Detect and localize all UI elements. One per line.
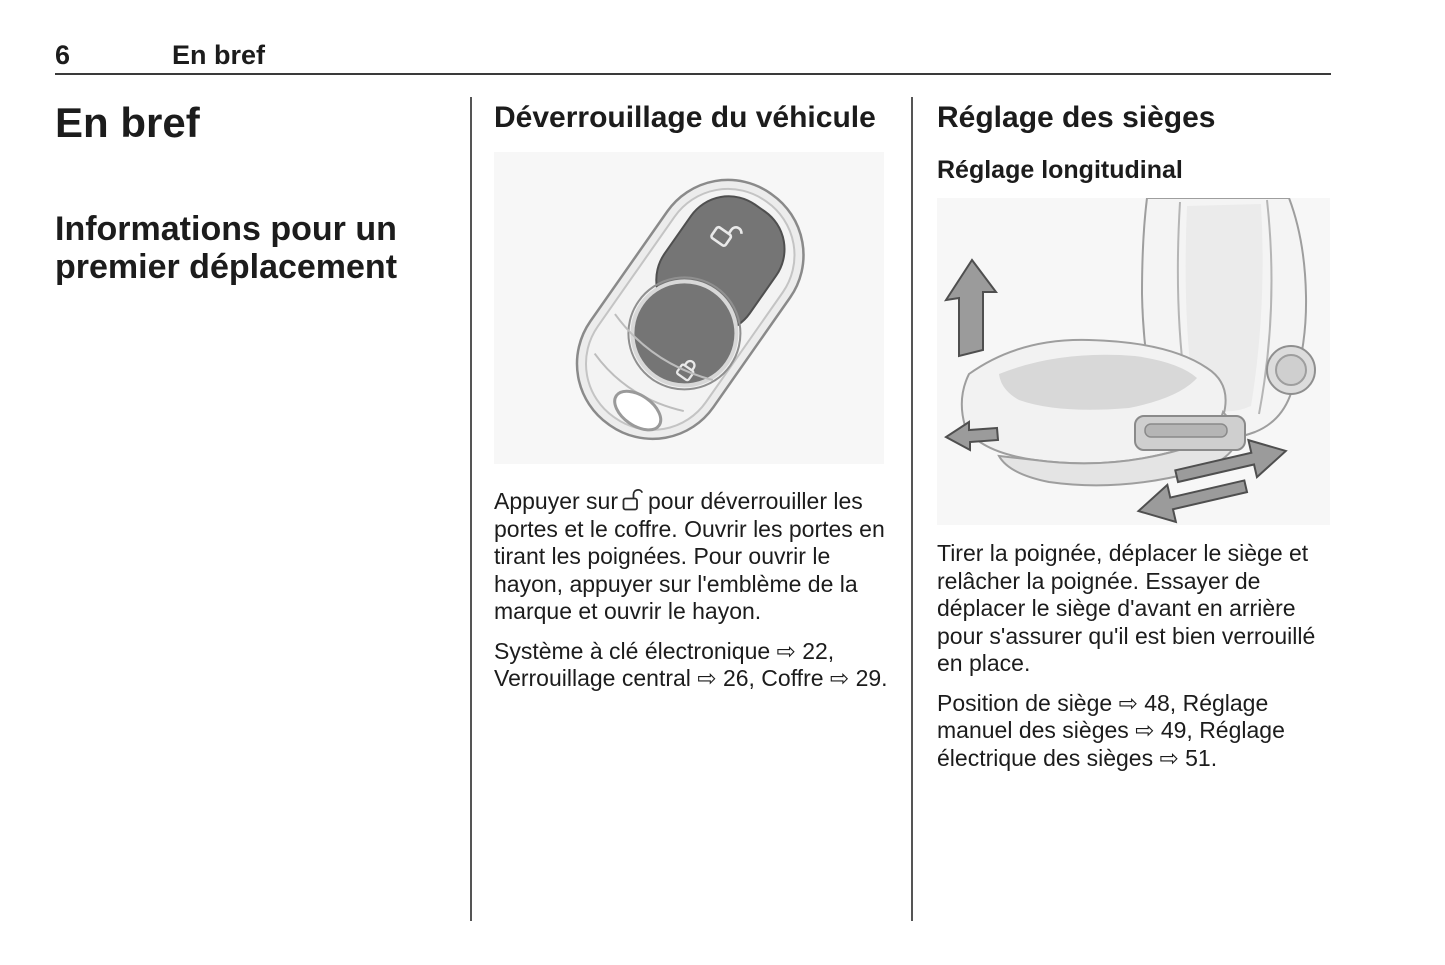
seats-heading: Réglage des sièges (937, 101, 1216, 134)
radio-remote-key-illustration (494, 152, 884, 464)
key-fob-drawing (494, 152, 884, 464)
up-arrow-icon (946, 260, 996, 356)
intro-column (55, 100, 455, 286)
unlock-body-text (494, 487, 892, 626)
seats-references: Position de siège ⇨ 48, Réglage manuel des sièges ⇨ 49, Réglage électrique des sièges ⇨ 51. (937, 689, 1285, 771)
unlock-section (494, 101, 886, 693)
chapter-subtitle: Informations pour un premier déplacement (55, 210, 398, 286)
unlock-icon (622, 487, 644, 513)
column-divider-1 (470, 97, 472, 921)
seat-drawing (937, 198, 1330, 525)
seat-longitudinal-adjustment-illustration (937, 198, 1330, 525)
unlock-body-before: Appuyer sur (494, 488, 619, 514)
seats-section (937, 101, 1341, 772)
page-number: 6 (55, 40, 71, 70)
header-rule (55, 73, 1331, 75)
unlock-heading: Déverrouillage du véhicule (494, 101, 876, 134)
seats-subheading: Réglage longitudinal (937, 156, 1183, 184)
chapter-title: En bref (55, 99, 200, 146)
unlock-references: Système à clé électronique ⇨ 22, Verrouillage central ⇨ 26, Coffre ⇨ 29. (494, 637, 888, 691)
unlock-body-after: pour déverrouiller les portes et le coffre. Ouvrir les portes en tirant les poignées. Pour ouvrir le hayon, appuyer sur l'emblème de la marque et ouvrir le hayon. (494, 488, 885, 624)
column-divider-2 (911, 97, 913, 921)
seats-body-text: Tirer la poignée, déplacer le siège et relâcher la poignée. Essayer de déplacer le siège d'avant en arrière pour s'assurer qu'il est bien verrouillé en place. (937, 540, 1316, 676)
running-head: En bref (172, 40, 266, 70)
